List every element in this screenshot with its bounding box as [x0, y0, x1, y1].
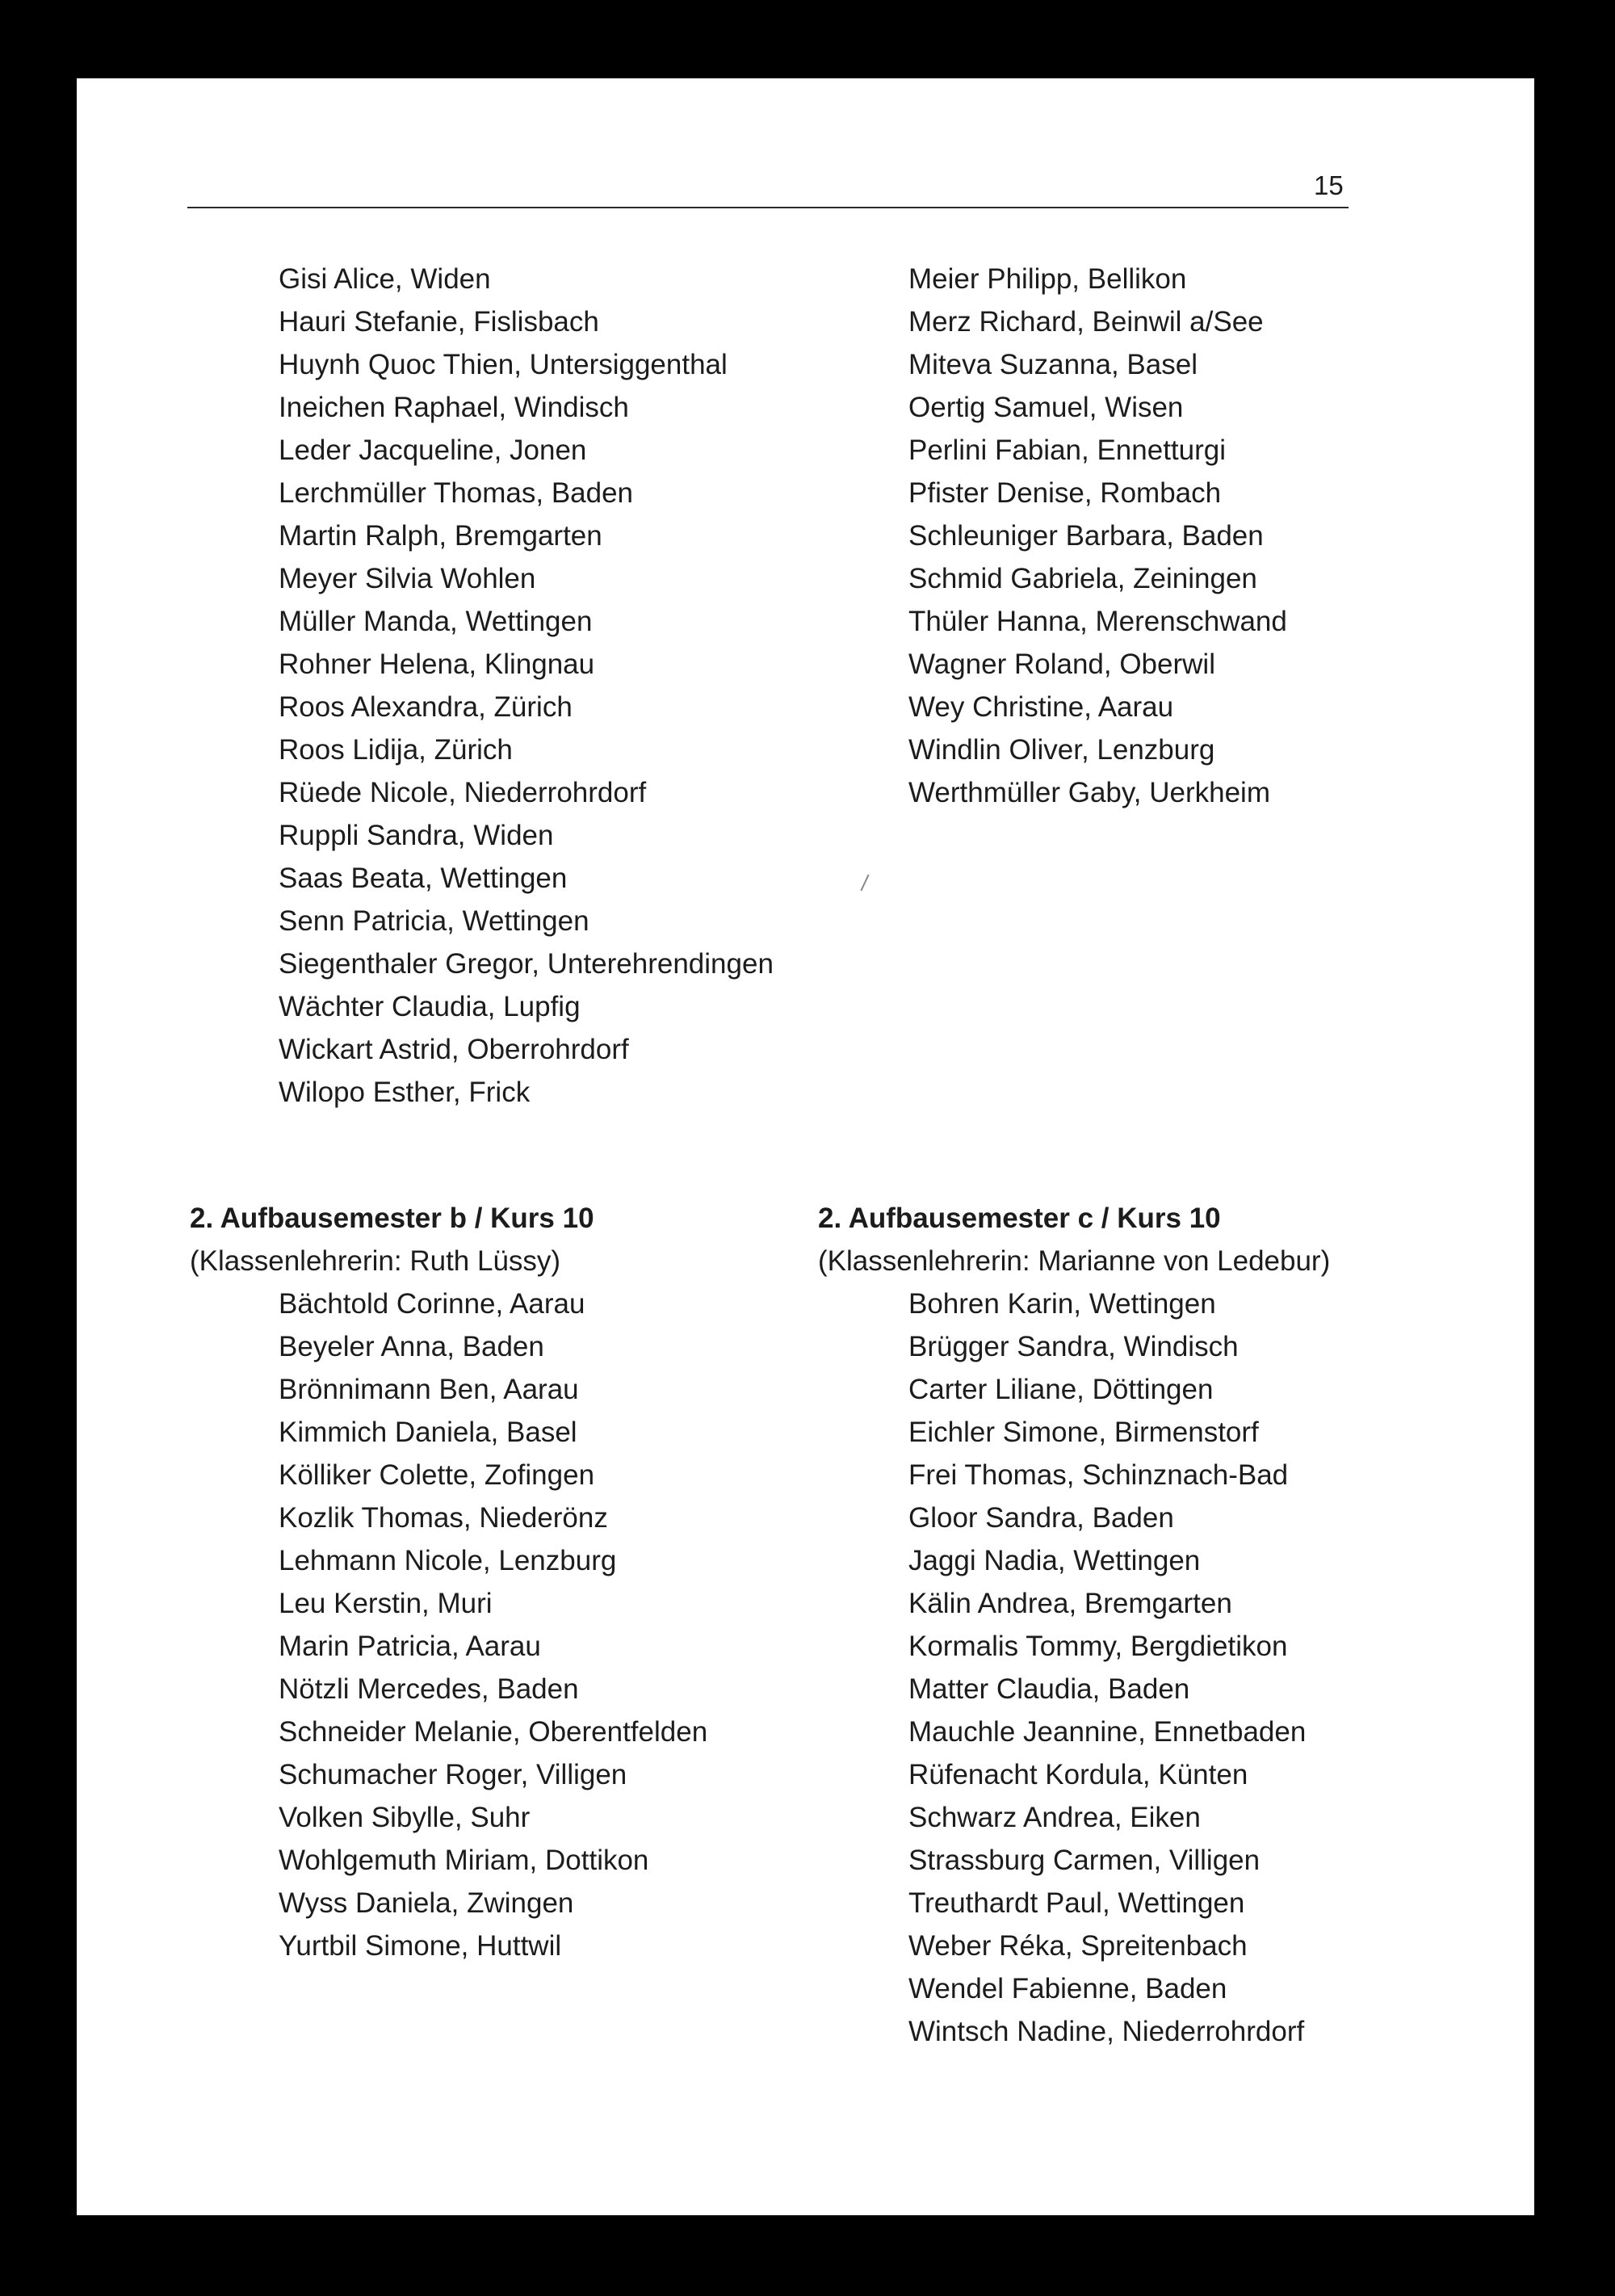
list-item: Meier Philipp, Bellikon: [908, 263, 1187, 295]
list-item: Rüfenacht Kordula, Künten: [908, 1759, 1248, 1790]
list-item: Pfister Denise, Rombach: [908, 477, 1222, 509]
list-item: Yurtbil Simone, Huttwil: [279, 1930, 562, 1962]
course-c-heading: 2. Aufbausemester c / Kurs 10: [818, 1203, 1221, 1234]
list-item: Wey Christine, Aarau: [908, 691, 1174, 723]
list-item: Senn Patricia, Wettingen: [279, 905, 589, 937]
list-item: Treuthardt Paul, Wettingen: [908, 1887, 1245, 1919]
list-item: Rohner Helena, Klingnau: [279, 649, 595, 680]
list-item: Matter Claudia, Baden: [908, 1673, 1190, 1705]
list-item: Marin Patricia, Aarau: [279, 1631, 541, 1662]
list-item: Brügger Sandra, Windisch: [908, 1331, 1239, 1362]
list-item: Perlini Fabian, Ennetturgi: [908, 434, 1226, 466]
list-item: Meyer Silvia Wohlen: [279, 563, 536, 594]
list-item: Lerchmüller Thomas, Baden: [279, 477, 634, 509]
list-item: Leder Jacqueline, Jonen: [279, 434, 587, 466]
list-item: Müller Manda, Wettingen: [279, 606, 593, 637]
course-c-teacher: (Klassenlehrerin: Marianne von Ledebur): [818, 1245, 1331, 1277]
stray-pencil-mark: [860, 875, 869, 892]
list-item: Windlin Oliver, Lenzburg: [908, 734, 1215, 766]
course-b-heading: 2. Aufbausemester b / Kurs 10: [190, 1203, 594, 1234]
course-c-name-list: [908, 1282, 1306, 2053]
list-item: Gloor Sandra, Baden: [908, 1502, 1174, 1534]
list-item: Carter Liliane, Döttingen: [908, 1374, 1214, 1405]
list-item: Strassburg Carmen, Villigen: [908, 1845, 1261, 1876]
list-item: Saas Beata, Wettingen: [279, 863, 568, 894]
list-item: Martin Ralph, Bremgarten: [279, 520, 602, 552]
list-item: Werthmüller Gaby, Uerkheim: [908, 777, 1270, 808]
list-item: Leu Kerstin, Muri: [279, 1588, 493, 1619]
list-item: Oertig Samuel, Wisen: [908, 392, 1184, 423]
list-item: Roos Lidija, Zürich: [279, 734, 513, 766]
list-item: Schneider Melanie, Oberentfelden: [279, 1716, 708, 1748]
list-item: Schwarz Andrea, Eiken: [908, 1802, 1201, 1833]
list-item: Wagner Roland, Oberwil: [908, 649, 1215, 680]
list-item: Hauri Stefanie, Fislisbach: [279, 306, 599, 338]
page-number: 15: [1314, 170, 1344, 200]
list-item: Ruppli Sandra, Widen: [279, 820, 554, 851]
list-item: Lehmann Nicole, Lenzburg: [279, 1545, 617, 1576]
list-item: Bächtold Corinne, Aarau: [279, 1288, 585, 1320]
list-item: Eichler Simone, Birmenstorf: [908, 1417, 1259, 1448]
list-item: Wendel Fabienne, Baden: [908, 1973, 1227, 2004]
list-item: Kimmich Daniela, Basel: [279, 1417, 577, 1448]
course-b-teacher: (Klassenlehrerin: Ruth Lüssy): [190, 1245, 561, 1277]
top-left-name-list: [279, 258, 774, 1114]
list-item: Frei Thomas, Schinznach-Bad: [908, 1459, 1289, 1491]
list-item: Schmid Gabriela, Zeiningen: [908, 563, 1257, 594]
list-item: Kormalis Tommy, Bergdietikon: [908, 1631, 1288, 1662]
list-item: Siegenthaler Gregor, Unterehrendingen: [279, 948, 774, 980]
list-item: Wilopo Esther, Frick: [279, 1077, 531, 1108]
list-item: Schleuniger Barbara, Baden: [908, 520, 1264, 552]
list-item: Wintsch Nadine, Niederrohrdorf: [908, 2016, 1305, 2047]
list-item: Thüler Hanna, Merenschwand: [908, 606, 1287, 637]
list-item: Rüede Nicole, Niederrohrdorf: [279, 777, 647, 808]
list-item: Brönnimann Ben, Aarau: [279, 1374, 579, 1405]
document-page: [77, 78, 1534, 2215]
list-item: Schumacher Roger, Villigen: [279, 1759, 627, 1790]
list-item: Roos Alexandra, Zürich: [279, 691, 573, 723]
list-item: Weber Réka, Spreitenbach: [908, 1930, 1248, 1962]
header-rule: [187, 207, 1349, 208]
course-b-name-list: [279, 1282, 707, 1967]
list-item: Mauchle Jeannine, Ennetbaden: [908, 1716, 1307, 1748]
list-item: Miteva Suzanna, Basel: [908, 349, 1198, 380]
list-item: Kölliker Colette, Zofingen: [279, 1459, 595, 1491]
list-item: Wohlgemuth Miriam, Dottikon: [279, 1845, 649, 1876]
list-item: Bohren Karin, Wettingen: [908, 1288, 1216, 1320]
list-item: Kälin Andrea, Bremgarten: [908, 1588, 1232, 1619]
list-item: Jaggi Nadia, Wettingen: [908, 1545, 1201, 1576]
list-item: Gisi Alice, Widen: [279, 263, 491, 295]
list-item: Ineichen Raphael, Windisch: [279, 392, 629, 423]
list-item: Merz Richard, Beinwil a/See: [908, 306, 1264, 338]
list-item: Wickart Astrid, Oberrohrdorf: [279, 1034, 629, 1065]
list-item: Wächter Claudia, Lupfig: [279, 991, 581, 1022]
list-item: Wyss Daniela, Zwingen: [279, 1887, 574, 1919]
top-right-name-list: [908, 258, 1287, 814]
list-item: Kozlik Thomas, Niederönz: [279, 1502, 608, 1534]
list-item: Beyeler Anna, Baden: [279, 1331, 544, 1362]
list-item: Nötzli Mercedes, Baden: [279, 1673, 579, 1705]
list-item: Volken Sibylle, Suhr: [279, 1802, 531, 1833]
list-item: Huynh Quoc Thien, Untersiggenthal: [279, 349, 728, 380]
